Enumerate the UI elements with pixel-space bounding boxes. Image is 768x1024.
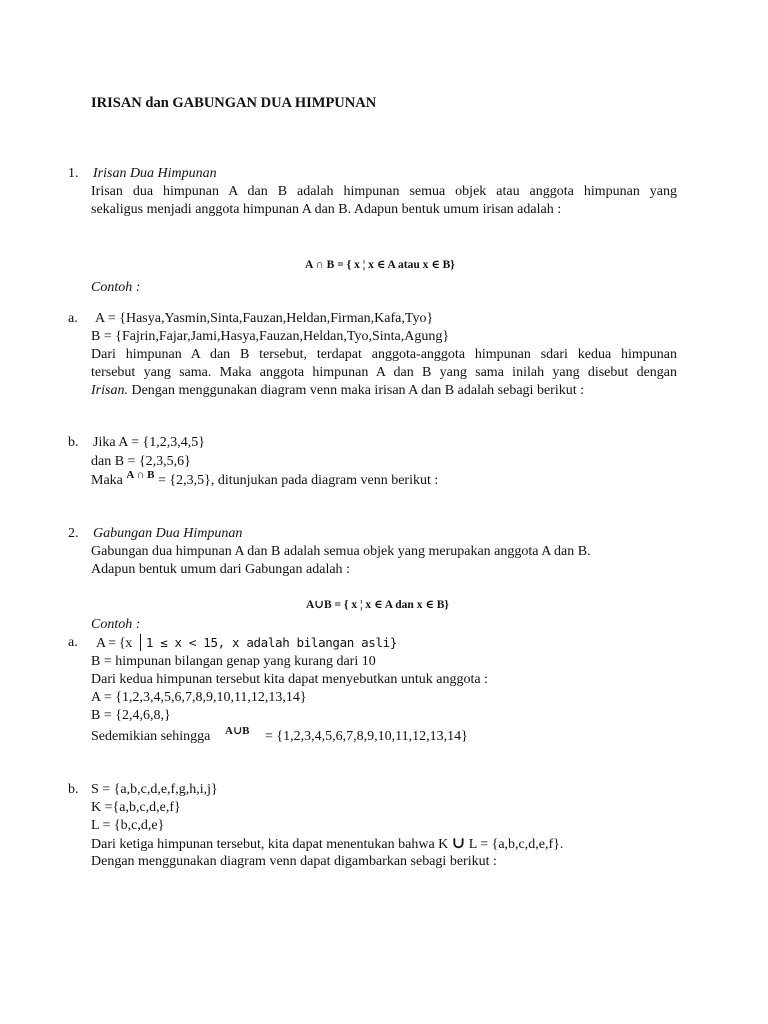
- section2-a-label: a.: [68, 635, 78, 650]
- section1-b-line2: dan B = {2,3,5,6}: [91, 454, 191, 469]
- section1-b-line3: [91, 469, 439, 490]
- section1-a-line2: B = {Fajrin,Fajar,Jami,Hasya,Fauzan,Heldan,Tyo,Sinta,Agung}: [91, 329, 450, 344]
- section1-a-line4: tersebut yang sama. Maka anggota himpunan A dan B yang sama inilah yang disebut dengan: [91, 365, 677, 380]
- union-symbol: A∪B: [225, 725, 250, 737]
- union-operator: ∪: [451, 835, 466, 852]
- section2-a-line1-rest: 1 ≤ x < 15, x adalah bilangan asli}: [145, 635, 398, 650]
- section1-contoh: Contoh :: [91, 280, 141, 295]
- section1-desc-line2: sekaligus menjadi anggota himpunan A dan B. Adapun bentuk umum irisan adalah :: [91, 202, 562, 217]
- section2-number: 2.: [68, 526, 79, 541]
- section2-a-line5: B = {2,4,6,8,}: [91, 708, 171, 723]
- section2-a-line1-start: A = {x: [96, 636, 132, 651]
- section2-desc-line1: Gabungan dua himpunan A dan B adalah semua objek yang merupakan anggota A dan B.: [91, 544, 591, 559]
- section2-a-line1: [96, 634, 397, 653]
- section2-b-line3: L = {b,c,d,e}: [91, 818, 165, 833]
- irisan-term: Irisan.: [91, 383, 128, 398]
- section1-number: 1.: [68, 166, 79, 181]
- section2-b-line5: Dengan menggunakan diagram venn dapat digambarkan sebagi berikut :: [91, 854, 497, 869]
- section2-b-line4-start: Dari ketiga himpunan tersebut, kita dapat menentukan bahwa K: [91, 837, 449, 852]
- section2-b-label: b.: [68, 782, 79, 797]
- section1-heading: Irisan Dua Himpunan: [93, 166, 217, 181]
- section2-a-line6-start: Sedemikian sehingga: [91, 729, 211, 744]
- section2-a-line4: A = {1,2,3,4,5,6,7,8,9,10,11,12,13,14}: [91, 690, 307, 705]
- section1-b-line1: Jika A = {1,2,3,4,5}: [93, 435, 205, 450]
- section2-b-line4-rest: L = {a,b,c,d,e,f}.: [468, 837, 564, 852]
- section2-contoh: Contoh :: [91, 617, 141, 632]
- section2-b-line2: K ={a,b,c,d,e,f}: [91, 800, 181, 815]
- section2-a-line3: Dari kedua himpunan tersebut kita dapat menyebutkan untuk anggota :: [91, 672, 488, 687]
- section1-b-line3-rest: = {2,3,5}, ditunjukan pada diagram venn berikut :: [157, 473, 439, 488]
- document-title: IRISAN dan GABUNGAN DUA HIMPUNAN: [91, 95, 377, 111]
- maka-text: Maka: [91, 473, 123, 488]
- section1-a-line3: Dari himpunan A dan B tersebut, terdapat anggota-anggota himpunan sdari kedua himpunan: [91, 347, 677, 362]
- section2-desc-line2: Adapun bentuk umum dari Gabungan adalah :: [91, 562, 350, 577]
- section2-a-line2: B = himpunan bilangan genap yang kurang dari 10: [91, 654, 376, 669]
- section1-a-line1: A = {Hasya,Yasmin,Sinta,Fauzan,Heldan,Firman,Kafa,Tyo}: [95, 311, 434, 326]
- section1-a-line5: [91, 382, 584, 400]
- gabungan-formula: A∪B = { x ¦ x ∈ A dan x ∈ B}: [306, 599, 449, 611]
- section2-heading: Gabungan Dua Himpunan: [93, 526, 243, 541]
- section1-a-label: a.: [68, 311, 78, 326]
- section1-a-line5-rest: Dengan menggunakan diagram venn maka irisan A dan B adalah sebagi berikut :: [127, 383, 584, 398]
- intersection-symbol: A ∩ B: [126, 469, 155, 481]
- set-builder-bar: [140, 634, 141, 651]
- section2-a-line6-rest: = {1,2,3,4,5,6,7,8,9,10,11,12,13,14}: [265, 729, 468, 744]
- section1-b-label: b.: [68, 435, 79, 450]
- section2-b-line4: [91, 835, 563, 854]
- irisan-formula: A ∩ B = { x ¦ x ∈ A atau x ∈ B}: [305, 259, 455, 271]
- section2-b-line1: S = {a,b,c,d,e,f,g,h,i,j}: [91, 782, 218, 797]
- section1-desc-line1: Irisan dua himpunan A dan B adalah himpunan semua objek atau anggota himpunan yang: [91, 184, 677, 199]
